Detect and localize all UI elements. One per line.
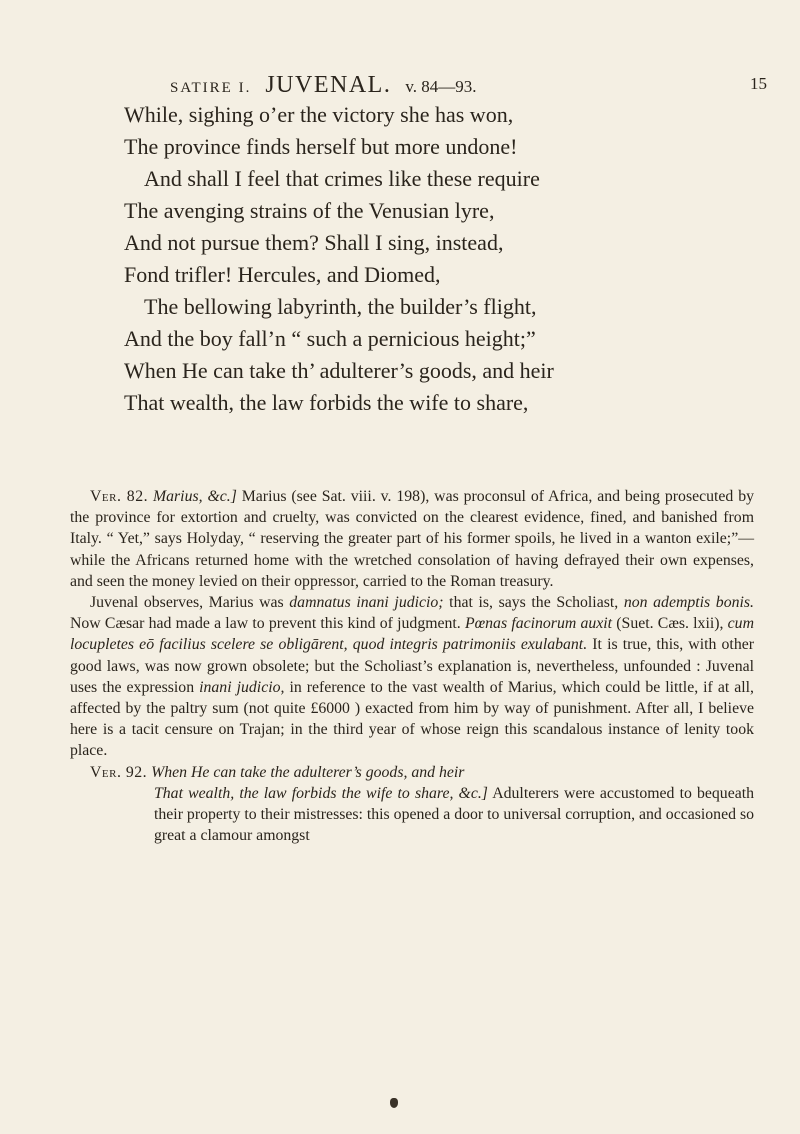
note-text: Juvenal observes, Marius was <box>90 594 290 612</box>
note-text: in reference to the vast wealth of Marius, which could be little, if at all, affected by the paltry sum (not quite £6000 ) exacted from him by way of punishment. After all, I believe here is a tacit censure on Trajan; in the third year of whose reign this scandalous instance of lenity took place. <box>70 678 754 760</box>
commentary-notes <box>70 486 754 846</box>
latin-quote: damnatus inani judicio; <box>289 594 444 612</box>
latin-quote: cum locupletes eō facilius scelere se obligārent, quod integris patrimoniis exulabant. <box>70 615 754 654</box>
note-text: Marius (see Sat. viii. v. 198), was proconsul of Africa, and being prosecuted by the province for extortion and cruelty, was convicted on the clearest evidence, fined, and banished from Italy. “ Yet,” says Holyday, “ reserving the greater part of his former spoils, he lived in a wanton exile;”—while the Africans returned home with the wretched consolation of having defrayed their own expenses, and seen the money levied on their oppressor, carried to the Roman treasury. <box>70 488 755 590</box>
note-text: that is, says the Scholiast, <box>443 594 624 612</box>
note-lemma: Marius, &c.] <box>152 488 237 505</box>
note-text: Adulterers were accustomed to bequeath their property to their mistresses: this opened a door to universal corruption, and occasioned so great a clamour amongst <box>154 784 755 845</box>
latin-quote: Pœnas facinorum auxit <box>464 615 613 633</box>
latin-quote: non ademptis bonis. <box>623 594 754 612</box>
note-ref: Ver. 82. <box>90 488 149 505</box>
header-author: JUVENAL. <box>265 72 392 98</box>
note-text: Now Cæsar had made a law to prevent this kind of judgment. <box>70 615 465 633</box>
note-lemma: When He can take the adulterer’s goods, and heir <box>151 763 465 781</box>
note-paragraph <box>70 592 754 762</box>
note-ver-82 <box>70 486 754 592</box>
verse-line: Fond trifler! Hercules, and Diomed, <box>124 262 441 287</box>
verse-line: The bellowing labyrinth, the builder’s flight, <box>144 294 537 319</box>
page-number: 15 <box>750 74 767 93</box>
note-ref: Ver. 92. <box>90 763 148 781</box>
verse-line: The avenging strains of the Venusian lyre, <box>124 198 495 223</box>
note-text: It is true, this, with other good laws, was now grown obsolete; but the Scholiast’s explanation is, nevertheless, unfounded : Juvenal uses the expression <box>70 636 754 696</box>
header-verses: v. 84—93. <box>405 77 477 96</box>
verse-line: That wealth, the law forbids the wife to share, <box>124 390 529 415</box>
note-lemma: That wealth, the law forbids the wife to share, &c.] <box>154 784 488 802</box>
verse-line: When He can take th’ adulterer’s goods, and heir <box>124 358 554 383</box>
note-lemma-continued <box>70 783 754 847</box>
header-satire: SATIRE I. <box>170 80 252 96</box>
verse-line: And the boy fall’n “ such a pernicious height;” <box>124 326 536 351</box>
note-text: (Suet. Cæs. lxii), <box>612 615 728 633</box>
verse-line: The province finds herself but more undone! <box>124 134 518 159</box>
verse-line: And shall I feel that crimes like these require <box>144 166 540 191</box>
verse-line: And not pursue them? Shall I sing, instead, <box>124 230 504 255</box>
running-header <box>170 72 570 99</box>
latin-quote: inani judicio, <box>199 678 285 696</box>
printer-mark-icon <box>390 1098 398 1108</box>
note-ver-92 <box>70 762 754 847</box>
verse-line: While, sighing o’er the victory she has won, <box>124 102 514 127</box>
